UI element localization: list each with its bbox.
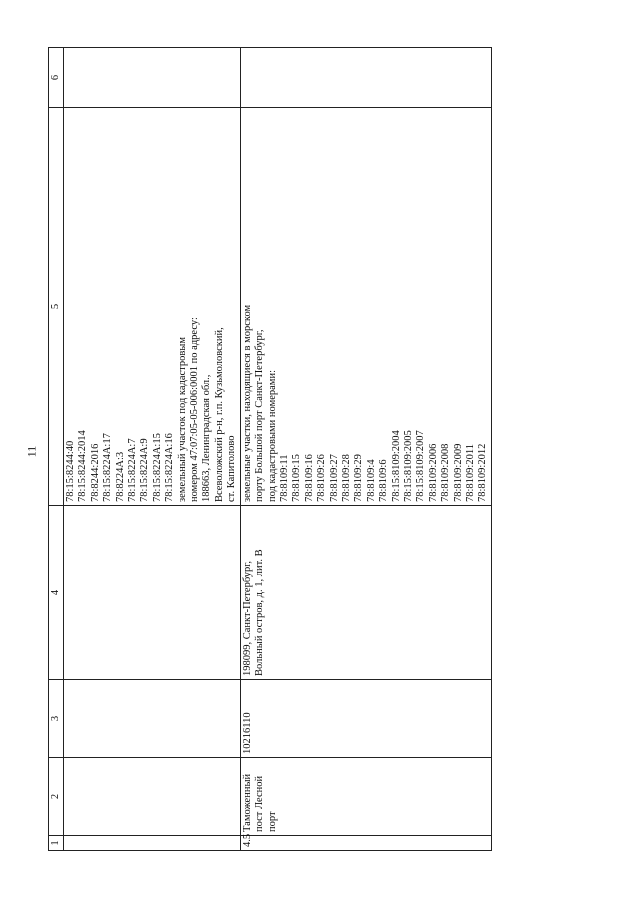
land-plot-line: 78:8109:6	[378, 459, 390, 502]
post-name-cell	[64, 758, 241, 836]
header-col-1: 1	[49, 836, 64, 851]
rotated-table-container	[48, 48, 489, 851]
land-plot-line: 78:8244:2016	[89, 443, 101, 502]
land-plot-line: 78:8109:2006	[427, 443, 439, 502]
land-plot-line: 188663, Ленинградская обл.,	[201, 374, 213, 502]
land-plot-line: 78:15:8224А:16	[164, 433, 176, 502]
note-cell	[240, 48, 491, 108]
header-col-5: 5	[49, 108, 64, 506]
note-cell	[64, 48, 241, 108]
land-plots-cell	[64, 108, 241, 506]
page-number: 11	[24, 445, 39, 458]
header-col-3: 3	[49, 680, 64, 758]
land-plot-line: 78:8109:2008	[440, 443, 452, 502]
land-plot-line: 78:8109:2011	[465, 444, 476, 502]
land-plot-line: 78:15:8109:2005	[402, 430, 414, 502]
land-plot-line: 78:15:8109:2004	[390, 430, 402, 502]
land-plot-line: 78:15:8224А:17	[102, 433, 114, 502]
land-plot-line: 78:8109:16	[303, 454, 315, 502]
land-plot-line: 78:8109:2009	[452, 443, 464, 502]
table-frame	[48, 48, 489, 851]
land-plot-line: номером 47:07:05-05-006:0001 по адресу:	[189, 317, 201, 502]
table-row	[240, 48, 491, 851]
land-plot-line: 78:8109:27	[328, 454, 340, 502]
table-header-row	[49, 48, 64, 851]
post-code-cell: 10216110	[240, 680, 491, 758]
land-plot-line: Всеволожский р-н, г.п. Кузьмоловский,	[213, 327, 225, 502]
land-plot-line: земельные участки, находящиеся в морском	[241, 304, 253, 502]
land-plot-line: 78:15:8224А:9	[139, 438, 151, 502]
land-plot-line: 78:8109:15	[291, 454, 303, 502]
address-cell: 198099, Санкт-Петербург, Вольный остров, д. 1, лит. В	[240, 506, 491, 680]
customs-posts-table	[48, 47, 492, 851]
land-plot-line: 78:15:8224А:7	[127, 438, 139, 502]
land-plot-line: под кадастровыми номерами:	[266, 370, 278, 502]
land-plot-line: 78:8109:4	[365, 459, 377, 502]
header-col-2: 2	[49, 758, 64, 836]
header-col-6: 6	[49, 48, 64, 108]
land-plot-line: порту Большой порт Санкт-Петербург,	[254, 329, 266, 502]
land-plot-line: 78:8224А:3	[114, 451, 126, 502]
land-plots-cell	[240, 108, 491, 506]
table-row	[64, 48, 241, 851]
land-plot-line: 78:15:8109:2007	[415, 430, 427, 502]
land-plot-line: 78:15:8224А:15	[151, 433, 163, 502]
post-name-cell: Таможенный пост Лесной порт	[240, 758, 491, 836]
row-number-cell: 4.5	[240, 836, 491, 851]
row-number-cell	[64, 836, 241, 851]
land-plot-line: ст. Капитолово	[226, 435, 238, 502]
land-plot-line: 78:8109:28	[340, 454, 352, 502]
header-col-4: 4	[49, 506, 64, 680]
land-plot-line: 78:8109:11	[278, 454, 290, 502]
land-plot-line: 78:15:8244:40	[65, 440, 76, 502]
land-plot-line: 78:15:8244:2014	[77, 430, 89, 502]
land-plot-line: земельный участок под кадастровым	[176, 336, 188, 502]
post-code-cell	[64, 680, 241, 758]
land-plot-line: 78:8109:29	[353, 454, 365, 502]
land-plot-line: 78:8109:26	[316, 454, 328, 502]
address-cell	[64, 506, 241, 680]
land-plot-line: 78:8109:2012	[477, 443, 489, 502]
